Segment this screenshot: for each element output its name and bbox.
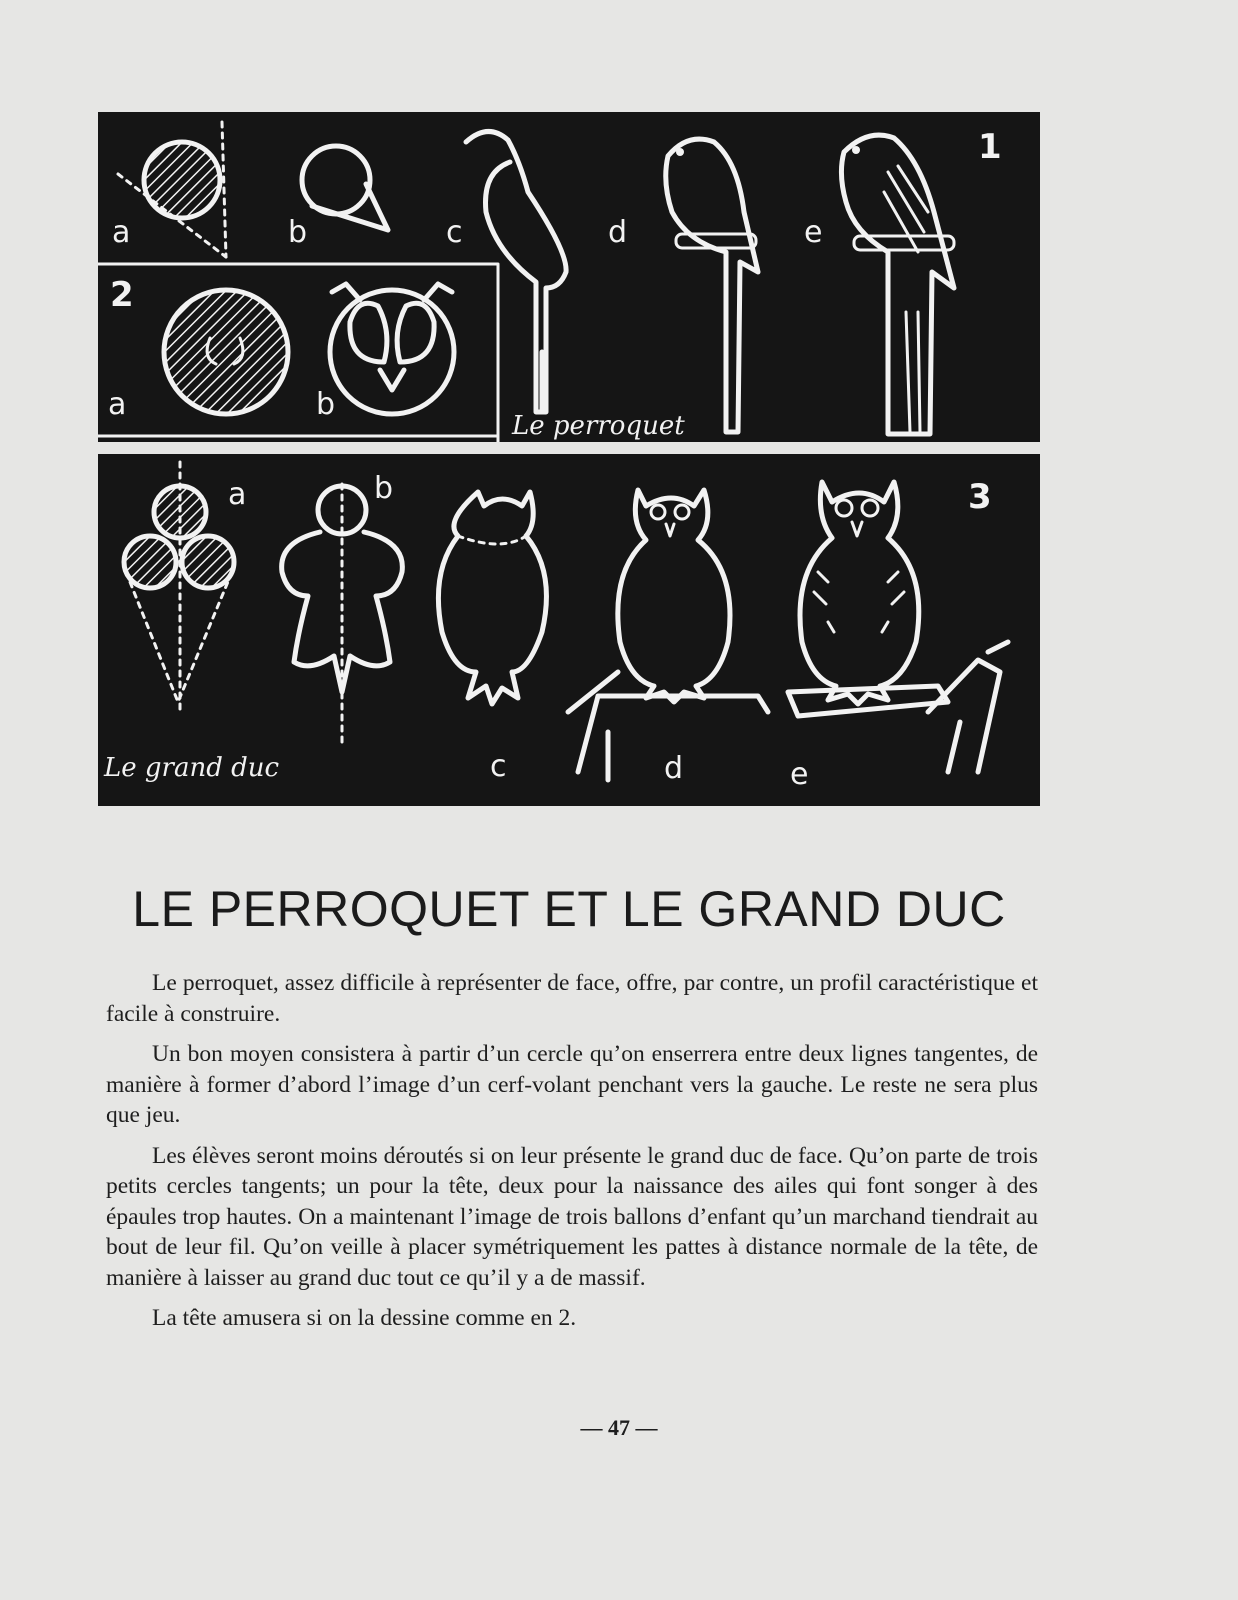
owl-head-label-b: b bbox=[316, 387, 336, 422]
parrot-step-c bbox=[446, 131, 566, 412]
owl-step-e bbox=[788, 482, 1008, 792]
parrot-label-a: a bbox=[112, 215, 131, 250]
parrot-label-c: c bbox=[446, 215, 463, 250]
panel-2-frame bbox=[98, 264, 498, 444]
page-title: LE PERROQUET ET LE GRAND DUC bbox=[132, 881, 1006, 937]
page-number: — 47 — bbox=[580, 1415, 658, 1440]
panel-separator bbox=[98, 442, 1040, 454]
parrot-step-e bbox=[804, 135, 954, 434]
parrot-step-d bbox=[608, 139, 758, 432]
panel-1-number: 1 bbox=[978, 127, 1002, 167]
owl-label-b: b bbox=[374, 471, 394, 506]
panel-3-number: 3 bbox=[968, 477, 992, 517]
owl-step-b bbox=[282, 471, 403, 742]
owl-step-a bbox=[124, 462, 246, 712]
paragraph-1: Le perroquet, assez difficile à représenter de face, offre, par contre, un profil caractéristique et facile à construire. bbox=[106, 970, 1038, 1027]
parrot-step-b bbox=[288, 146, 388, 250]
parrot-label-d: d bbox=[608, 215, 628, 250]
owl-head-step-a bbox=[108, 275, 288, 422]
owl-head-label-a: a bbox=[108, 387, 127, 422]
owl-label-a: a bbox=[228, 477, 247, 512]
body-text bbox=[106, 968, 1038, 1344]
paragraph-4: La tête amusera si on la dessine comme en 2. bbox=[152, 1305, 577, 1331]
panel-2-number: 2 bbox=[110, 275, 134, 315]
owl-caption: Le grand duc bbox=[104, 753, 280, 783]
owl-label-e: e bbox=[790, 757, 809, 792]
parrot-caption: Le perroquet bbox=[512, 411, 685, 441]
chalkboard-illustration bbox=[98, 112, 1040, 806]
owl-step-d bbox=[568, 490, 768, 786]
owl-label-d: d bbox=[664, 751, 684, 786]
parrot-label-b: b bbox=[288, 215, 308, 250]
owl-head-step-b bbox=[316, 284, 454, 422]
parrot-label-e: e bbox=[804, 215, 823, 250]
parrot-step-a bbox=[112, 122, 226, 257]
owl-label-c: c bbox=[490, 749, 507, 784]
owl-step-c bbox=[438, 492, 546, 784]
paragraph-3: Les élèves seront moins déroutés si on leur présente le grand duc de face. Qu’on parte de trois petits cercles tangents; un pour la tête, deux pour la naissance des ailes qui font songer à des épaules trop hautes. On a maintenant l’image de trois ballons d’enfant qu’un marchand tiendrait au bout de leur fil. Qu’on veille à placer symétriquement les pattes à distance normale de la tête, de manière à laisser au grand duc tout ce qu’il y a de massif. bbox=[106, 1142, 1038, 1291]
paragraph-2: Un bon moyen consistera à partir d’un cercle qu’on enserrera entre deux lignes tangentes, de manière à former d’abord l’image d’un cerf-volant penchant vers la gauche. Le reste ne sera plus que jeu. bbox=[106, 1041, 1038, 1128]
